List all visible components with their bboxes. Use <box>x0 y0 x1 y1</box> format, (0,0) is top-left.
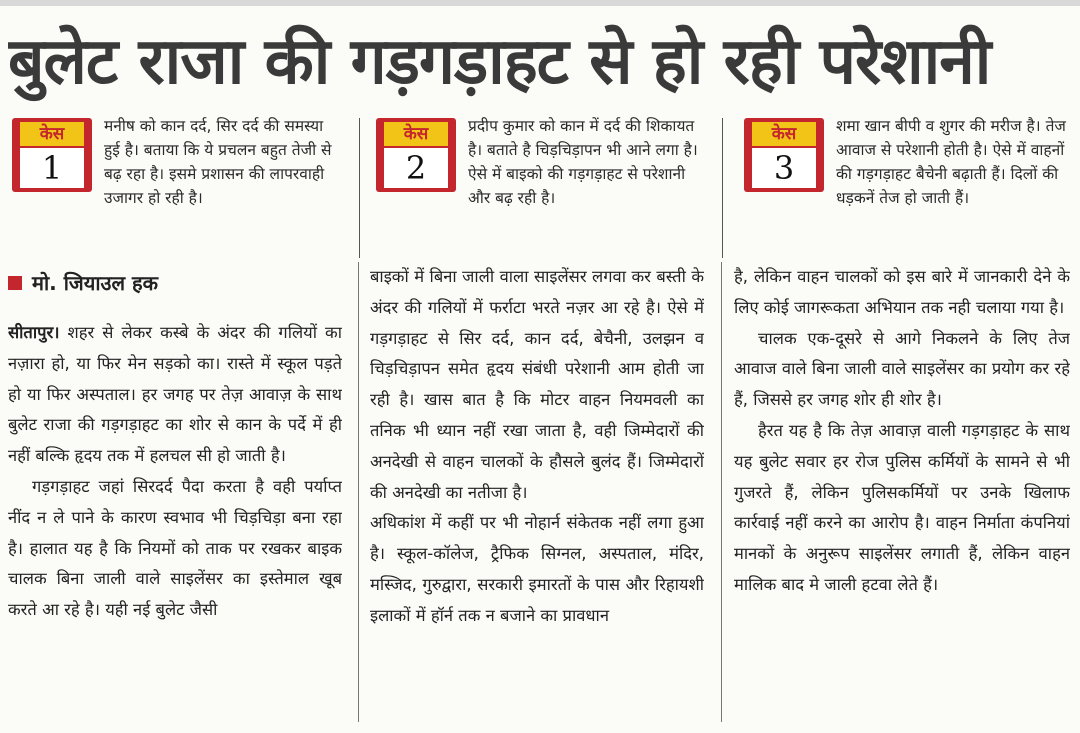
top-strip <box>0 0 1080 6</box>
case-badge-2 <box>376 118 456 192</box>
paragraph: चालक एक-दूसरे से आगे निकलने के लिए तेज आवाज वाले बिना जाली वाले साइलेंसर का प्रयोग कर रहे हैं, जिससे हर जगह शोर ही शोर है। <box>734 328 1070 410</box>
column-divider <box>721 262 722 722</box>
case-number: 2 <box>384 148 448 188</box>
case-divider <box>722 118 723 258</box>
case-number: 3 <box>752 148 816 188</box>
byline <box>8 267 158 299</box>
paragraph: अधिकांश में कहीं पर भी नोहार्न संकेतक नहीं लगा हुआ है। स्कूल-कॉलेज, ट्रैफिक सिग्नल, अस्पताल, मंदिर, मस्जिद, गुरुद्वारा, सरकारी इमारतों के पास और रिहायशी इलाकों में हॉर्न तक न बजाने का प्रावधान <box>370 513 704 625</box>
paragraph <box>8 318 342 472</box>
headline: बुलेट राजा की गड़गड़ाहट से हो रही परेशानी <box>8 25 991 99</box>
article-column-3 <box>734 262 1070 722</box>
byline-author: मो. जियाउल हक <box>32 271 158 295</box>
case-2 <box>376 114 706 260</box>
case-number: 1 <box>20 148 84 188</box>
paragraph-text: शहर से लेकर कस्बे के अंदर की गलियों का नज़ारा हो, या फिर मेन सड़को का। रास्ते में स्कूल पड़ते हो या फिर अस्पताल। हर जगह पर तेज़ आवाज़ के साथ बुलेट राजा की गड़गड़ाहट का शोर से कान के पर्दे में ही नहीं बल्कि हृदय तक में हलचल सी हो जाती है। <box>8 323 342 466</box>
paragraph: बाइकों में बिना जाली वाला साइलेंसर लगवा कर बस्ती के अंदर की गलियों में फर्राटा भरते नज़र आ रहे है। ऐसे में गड़गड़ाहट से सिर दर्द, कान दर्द, बेचैनी, उलझन व चिड़चिड़ापन समेत हृदय संबंधी परेशानी आम होती जा रही है। खास बात है कि मोटर वाहन नियमवली का तनिक भी ध्यान नहीं रखा जाता है, वही जिम्मेदारों की अनदेखी से वाहन चालकों के हौसले बुलंद हैं। जिम्मेदारों की अनदेखी का नतीजा है। <box>370 267 704 502</box>
case-badge-3 <box>744 118 824 192</box>
case-3 <box>744 114 1070 260</box>
column-divider <box>358 262 359 722</box>
case-label: केस <box>384 122 448 146</box>
case-divider <box>359 118 360 258</box>
case-text: शमा खान बीपी व शुगर की मरीज है। तेज आवाज से परेशानी होती है। ऐसे में वाहनों की गड़गड़ाहट बैचेनी बढ़ाती हैं। दिलों की धड़कनें तेज हो जाती हैं। <box>836 117 1066 207</box>
paragraph: गड़गड़ाहट जहां सिरदर्द पैदा करता है वही पर्याप्त नींद न ले पाने के कारण स्वभाव भी चिड़चिड़ा बना रहा है। हालात यह है कि नियमों को ताक पर रखकर बाइक चालक बिना जाली वाले साइलेंसर का इस्तेमाल खूब करते आ रहे है। यही नई बुलेट जैसी <box>8 476 342 620</box>
byline-square-icon <box>8 276 22 290</box>
case-boxes <box>0 114 1080 260</box>
article-column-1 <box>8 318 342 723</box>
case-text: मनीष को कान दर्द, सिर दर्द की समस्या हुई है। बताया कि ये प्रचलन बहुत तेजी से बढ़ रहा है। इसमे प्रशासन की लापरवाही उजागर हो रही है। <box>104 117 332 207</box>
dateline: सीतापुर। <box>8 323 60 342</box>
article-column-2 <box>370 262 704 722</box>
paragraph: है, लेकिन वाहन चालकों को इस बारे में जानकारी देने के लिए कोई जागरूकता अभियान तक नही चलाया गया है। <box>734 267 1070 317</box>
paragraph: हैरत यह है कि तेज़ आवाज़ वाली गड़गड़ाहट के साथ यह बुलेट सवार हर रोज पुलिस कर्मियों के सामने से भी गुजरते हैं, लेकिन पुलिसकर्मियों पर उनके खिलाफ कार्रवाई नहीं करने का आरोप है। वाहन निर्माता कंपनियां मानकों के अनुरूप साइलेंसर लगाती हैं, लेकिन वाहन मालिक बाद मे जाली हटवा लेते हैं। <box>734 420 1070 594</box>
case-label: केस <box>20 122 84 146</box>
case-1 <box>12 114 342 260</box>
case-label: केस <box>752 122 816 146</box>
case-text: प्रदीप कुमार को कान में दर्द की शिकायत है। बताते है चिड़चिड़ापन भी आने लगा है। ऐसे में बाइको की गड़गड़ाहट से परेशानी और बढ़ रही है। <box>468 117 698 207</box>
case-badge-1 <box>12 118 92 192</box>
